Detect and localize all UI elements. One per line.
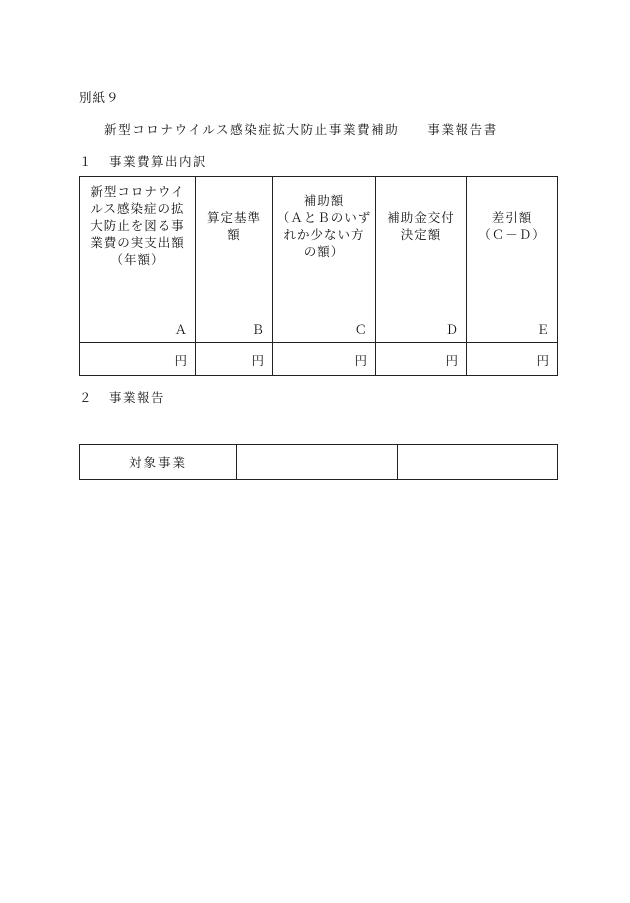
amount-b-field[interactable]: 円 (196, 342, 273, 375)
section-2-heading (79, 388, 165, 406)
target-project-field-2[interactable] (398, 445, 558, 480)
cost-amount-row (80, 342, 558, 375)
target-project-field-1[interactable] (237, 445, 398, 480)
section-2-number: ２ (79, 390, 94, 405)
amount-c-field[interactable]: 円 (273, 342, 376, 375)
header-cell-actual-expenditure: 新型コロナウイ ルス感染症の拡 大防止を図る事 業費の実支出額 （年額） (80, 177, 196, 311)
letter-b: Ｂ (196, 310, 273, 342)
amount-e-field[interactable]: 円 (467, 342, 558, 375)
letter-e: Ｅ (467, 310, 558, 342)
amount-d-field[interactable]: 円 (376, 342, 467, 375)
letter-a: Ａ (80, 310, 196, 342)
letter-c: Ｃ (273, 310, 376, 342)
annex-number: 別紙９ (79, 90, 120, 105)
header-cell-subsidy-amount: 補助額 （ＡとＢのいず れか少ない方 の額） (273, 177, 376, 311)
target-project-label: 対象事業 (80, 445, 237, 480)
cost-breakdown-table (79, 176, 558, 376)
document-title (104, 120, 498, 138)
report-table (79, 444, 558, 480)
section-1-heading (79, 152, 207, 170)
report-row (80, 445, 558, 480)
cost-header-row (80, 177, 558, 311)
cost-letter-row (80, 310, 558, 342)
letter-d: Ｄ (376, 310, 467, 342)
section-1-label: 事業費算出内訳 (109, 154, 208, 169)
section-1-number: １ (79, 154, 94, 169)
section-2-label: 事業報告 (109, 390, 166, 405)
title-main: 新型コロナウイルス感染症拡大防止事業費補助 (104, 122, 400, 137)
amount-a-field[interactable]: 円 (80, 342, 196, 375)
header-cell-grant-decision-amount: 補助金交付 決定額 (376, 177, 467, 311)
title-sub: 事業報告書 (427, 122, 498, 137)
header-cell-standard-amount: 算定基準 額 (196, 177, 273, 311)
header-cell-difference: 差引額 （Ｃ－Ｄ） (467, 177, 558, 311)
